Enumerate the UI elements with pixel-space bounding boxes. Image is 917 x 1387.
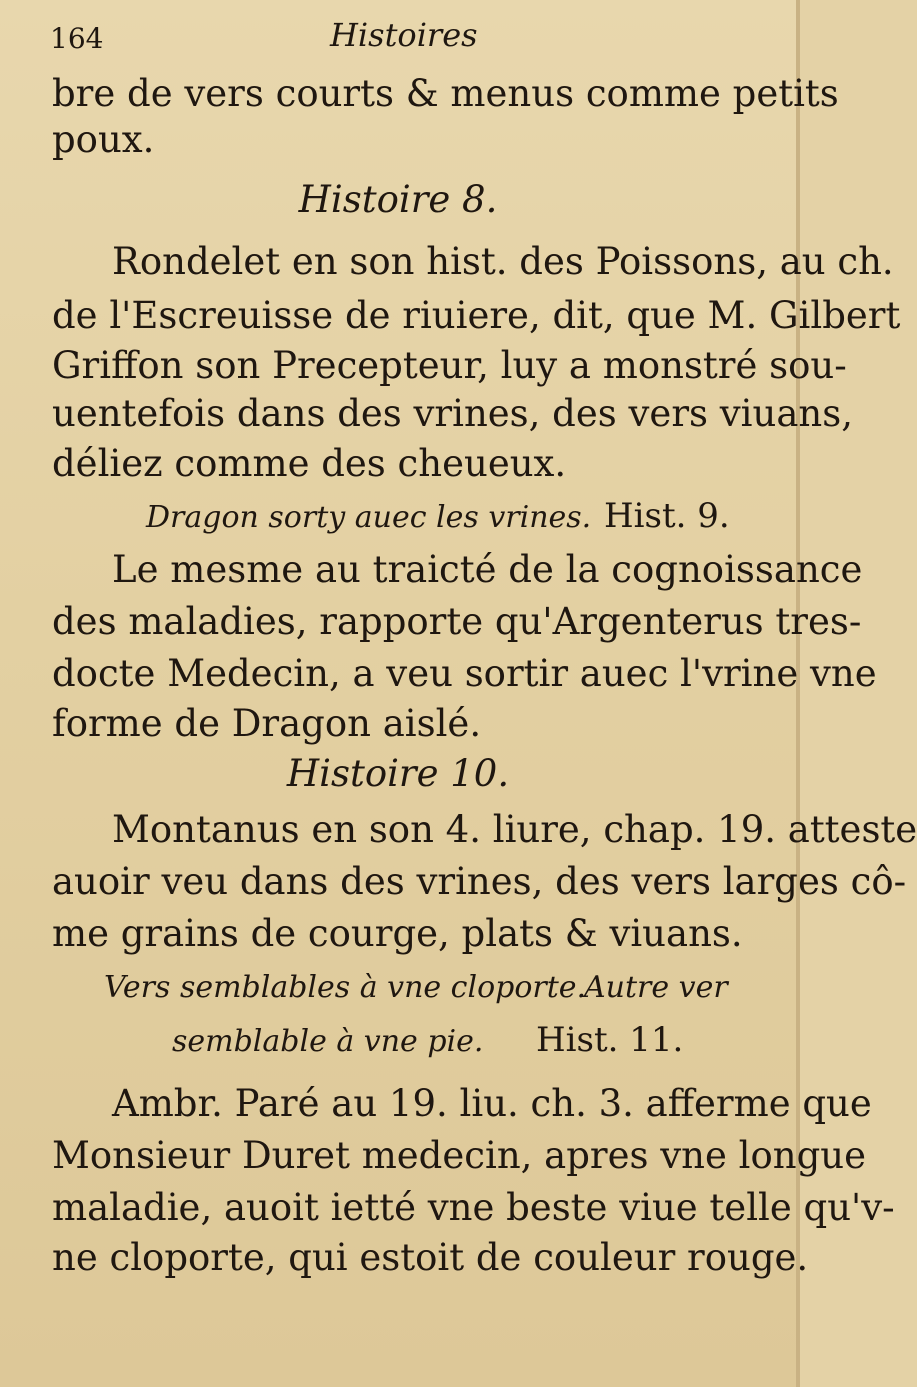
text-line-15: Ambr. Paré au 19. liu. ch. 3. afferme que [112,1082,872,1125]
text-line-5: Griffon son Precepteur, luy a monstré sou- [52,344,847,387]
text-line-1: bre de vers courts & menus comme petits [52,72,839,115]
text-line-16: Monsieur Duret medecin, apres vne longue [52,1134,866,1177]
text-line-17: maladie, auoit ietté vne beste viue telle qu'v- [52,1186,895,1229]
running-title: Histoires [330,16,478,54]
running-head [50,16,766,60]
text-line-7: déliez comme des cheueux. [52,442,567,485]
hist-ref-9: Hist. 9. [604,496,730,536]
text-line-9: des maladies, rapporte qu'Argenterus tres- [52,600,862,643]
heading-histoire-10: Histoire 10. [286,752,510,795]
text-line-13: auoir veu dans des vrines, des vers larges cô- [52,860,907,903]
text-line-2: poux. [52,118,155,161]
hist-ref-11: Hist. 11. [536,1020,684,1060]
subheading-dragon: Dragon sorty auec les vrines. [146,500,592,535]
text-line-6: uentefois dans des vrines, des vers viuans, [52,392,853,435]
text-line-4: de l'Escreuisse de riuiere, dit, que M. Gilbert [52,294,901,337]
subheading-cloporte: Vers semblables à vne cloporte. [104,970,587,1005]
heading-histoire-8: Histoire 8. [298,178,498,221]
subheading-autre-ver: Autre ver [584,970,728,1005]
text-line-14: me grains de courge, plats & viuans. [52,912,743,955]
text-line-11: forme de Dragon aislé. [52,702,482,745]
text-line-8: Le mesme au traicté de la cognoissance [112,548,863,591]
text-line-10: docte Medecin, a veu sortir auec l'vrine vne [52,652,877,695]
subheading-pie: semblable à vne pie. [172,1024,484,1059]
text-line-18: ne cloporte, qui estoit de couleur rouge. [52,1236,809,1279]
page-number: 164 [50,22,104,55]
text-line-12: Montanus en son 4. liure, chap. 19. atteste [112,808,917,851]
text-line-3: Rondelet en son hist. des Poissons, au ch. [112,240,894,283]
